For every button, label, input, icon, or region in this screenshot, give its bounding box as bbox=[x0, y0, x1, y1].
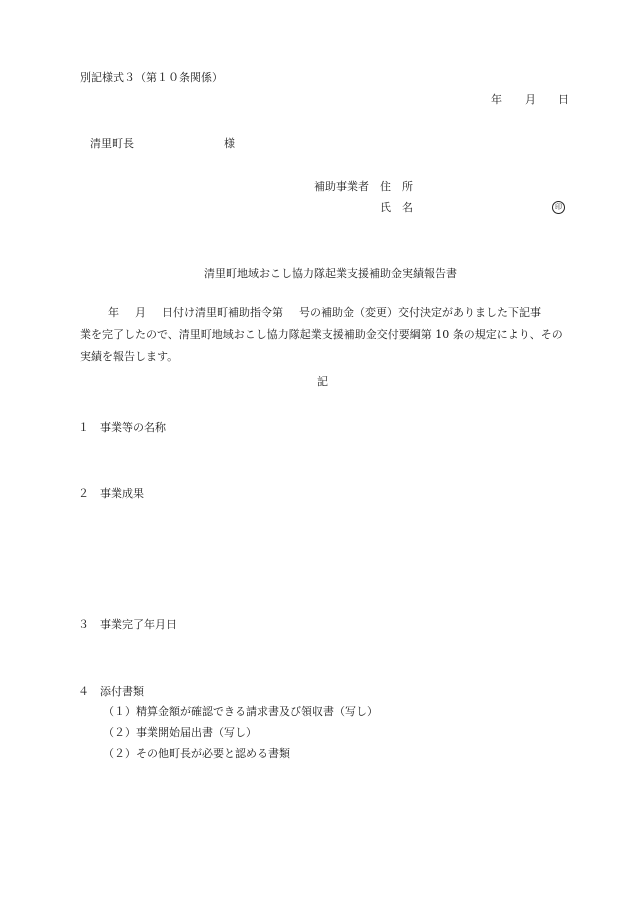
addressee-name: 清里町長 bbox=[90, 137, 134, 150]
attachment-item: （２）その他町長が必要と認める書類 bbox=[103, 747, 290, 760]
seal-mark: 印 bbox=[552, 201, 565, 214]
body-month: 月 bbox=[135, 306, 146, 319]
item-2-number: ２ bbox=[78, 487, 89, 500]
item-4-label: 添付書類 bbox=[100, 685, 144, 698]
body-paragraph bbox=[80, 302, 578, 368]
attachment-item: （２）事業開始届出書（写し） bbox=[103, 726, 257, 739]
ki-heading: 記 bbox=[317, 375, 328, 388]
addressee-honorific: 様 bbox=[224, 137, 235, 150]
date-year: 年 bbox=[491, 93, 502, 106]
address-label: 住 所 bbox=[380, 180, 413, 193]
date-month: 月 bbox=[525, 93, 536, 106]
item-3-number: ３ bbox=[78, 618, 89, 631]
body-year: 年 bbox=[108, 306, 119, 319]
form-number: 別記様式３（第１０条関係） bbox=[80, 71, 223, 84]
item-4-number: ４ bbox=[78, 685, 89, 698]
item-2-label: 事業成果 bbox=[100, 487, 144, 500]
attachment-item: （１）精算金額が確認できる請求書及び領収書（写し） bbox=[103, 705, 378, 718]
item-1-number: １ bbox=[78, 421, 89, 434]
date-day: 日 bbox=[558, 93, 569, 106]
applicant-label: 補助事業者 bbox=[314, 180, 369, 193]
body-line-1 bbox=[80, 302, 578, 324]
item-1-label: 事業等の名称 bbox=[100, 421, 166, 434]
body-reference: 日付け清里町補助指令第 bbox=[162, 306, 283, 319]
body-decision: 号の補助金（変更）交付決定がありました下記事 bbox=[299, 306, 541, 319]
body-line-3: 実績を報告します。 bbox=[80, 350, 179, 363]
document-title: 清里町地域おこし協力隊起業支援補助金実績報告書 bbox=[204, 267, 457, 280]
item-3-label: 事業完了年月日 bbox=[100, 618, 177, 631]
body-line-2: 業を完了したので、清里町地域おこし協力隊起業支援補助金交付要綱第 10 条の規定により、その bbox=[80, 328, 563, 341]
name-label: 氏 名 bbox=[380, 201, 413, 214]
